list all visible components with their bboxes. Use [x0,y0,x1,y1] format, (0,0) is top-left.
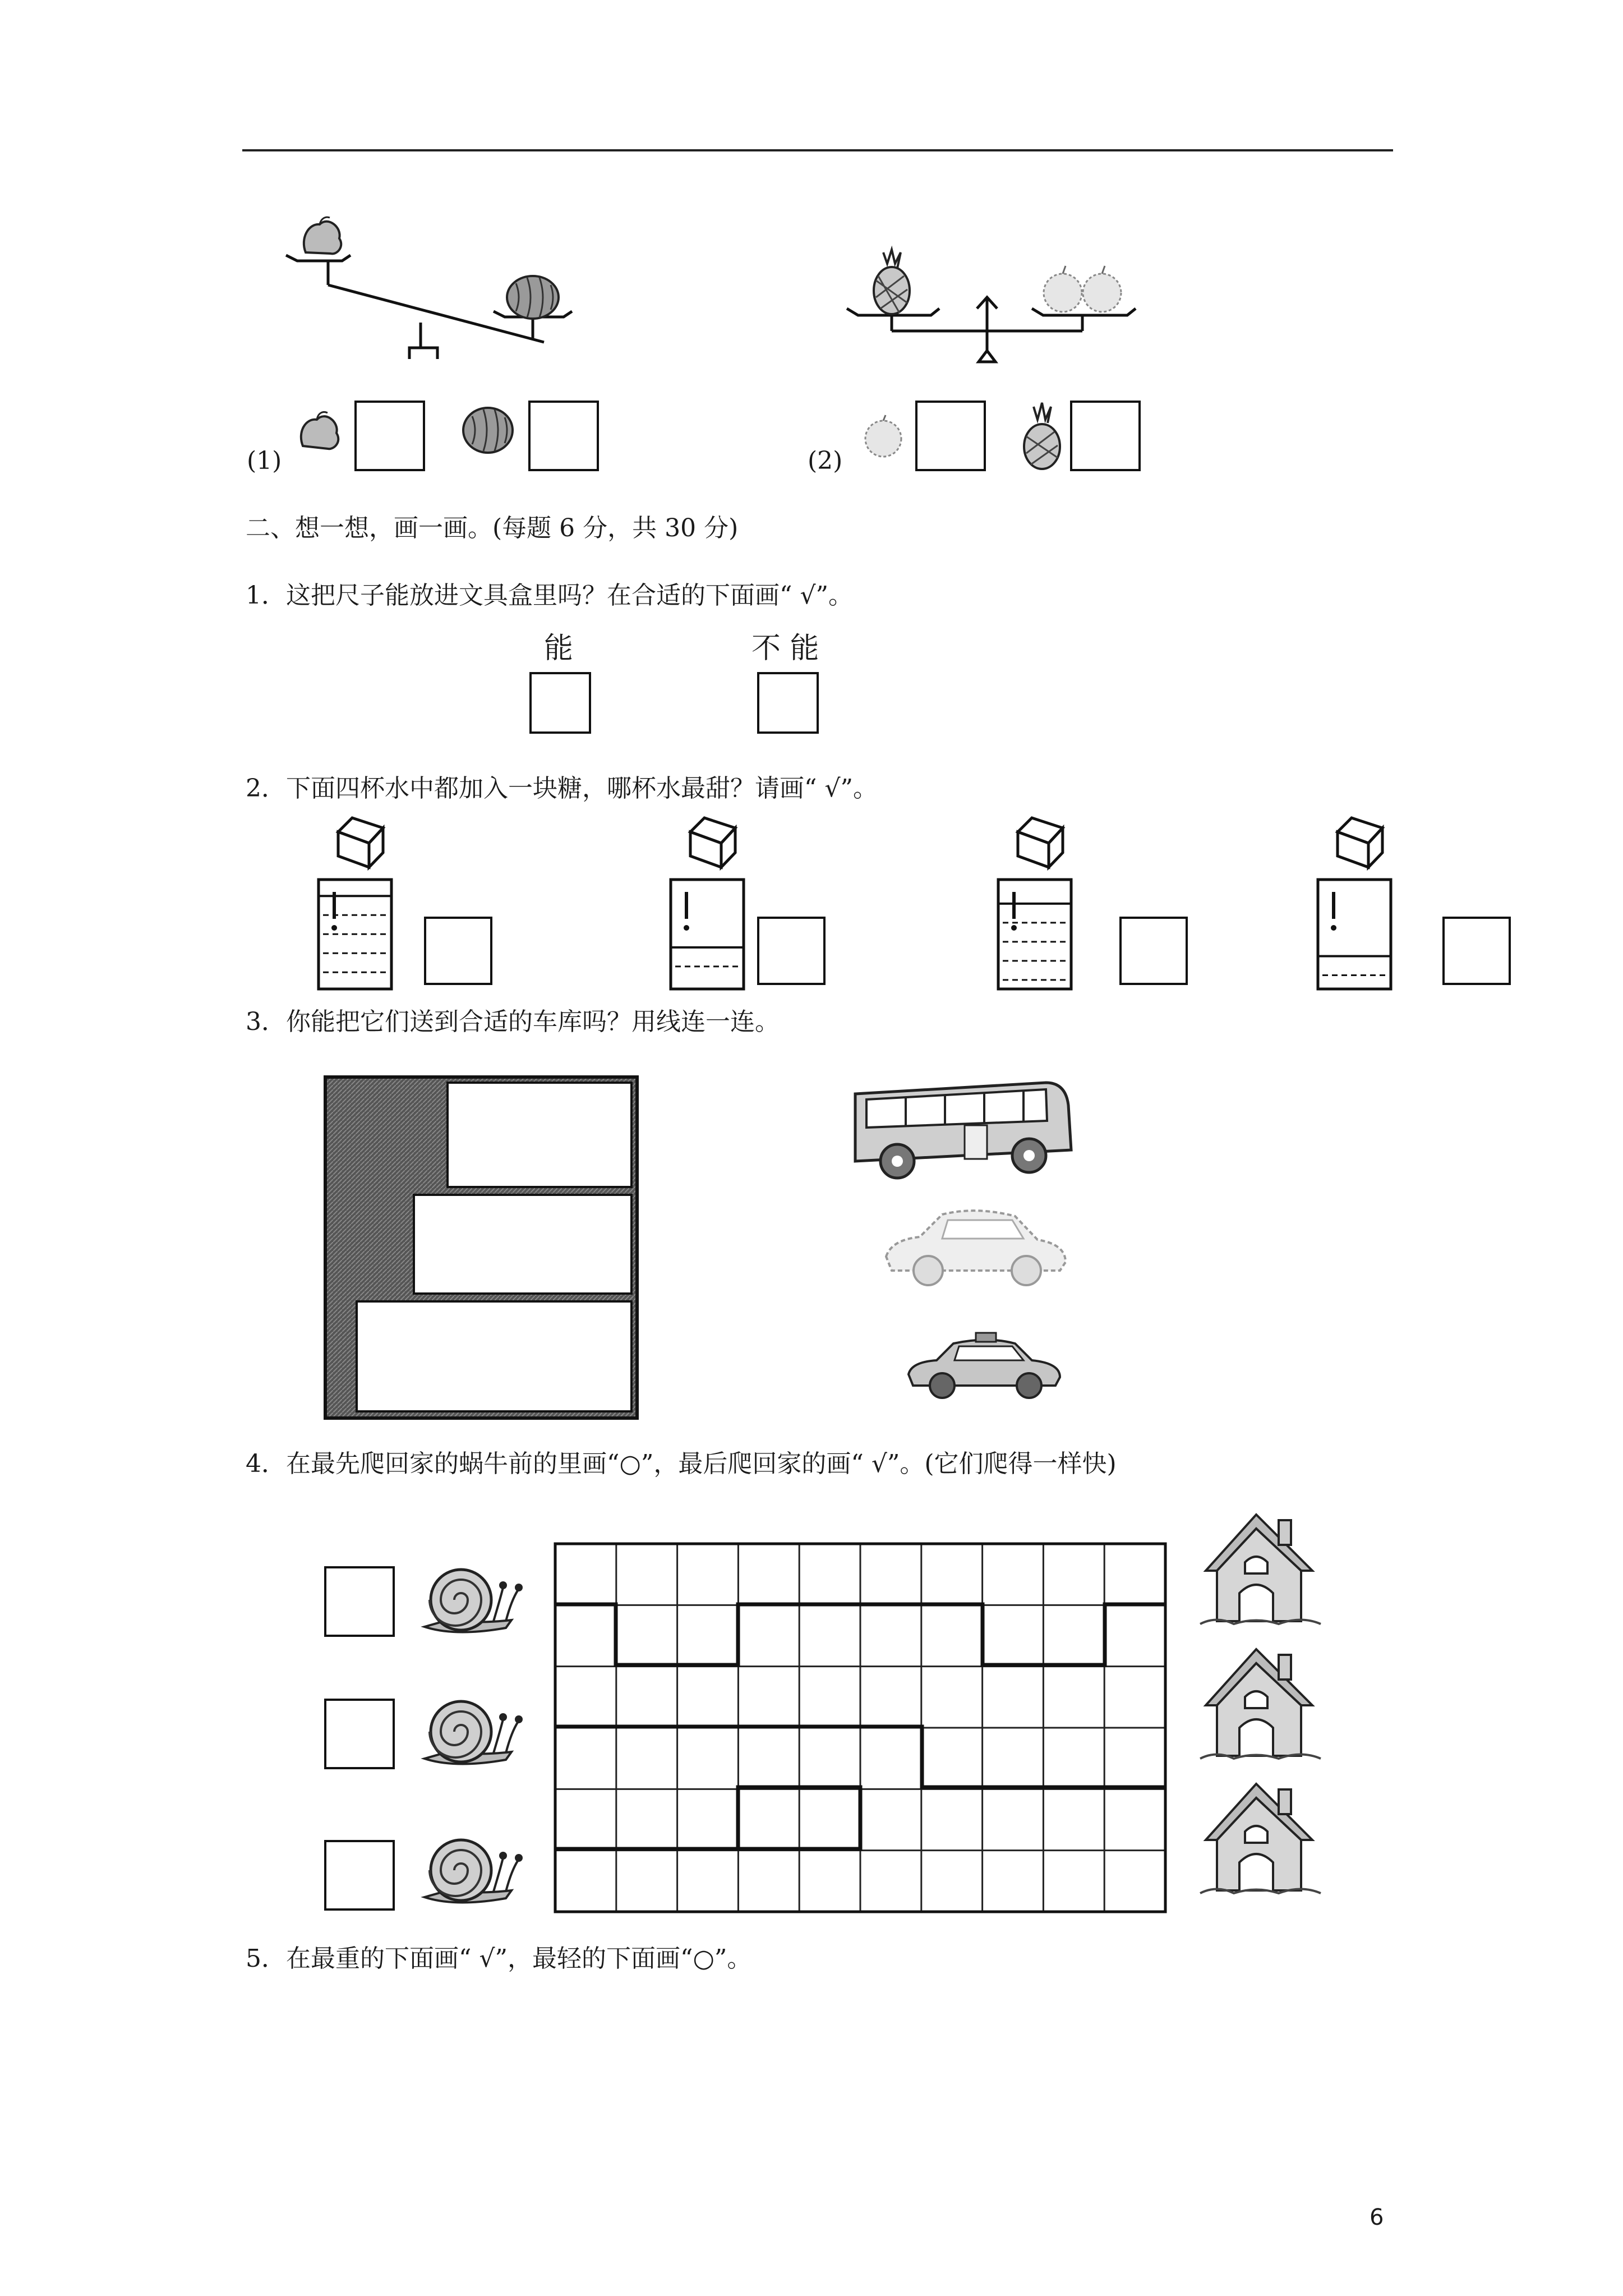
option-label-can: 能 [544,632,574,665]
house-icon [1200,1784,1321,1893]
house-icon [1200,1515,1321,1624]
page-number: 6 [1370,2205,1384,2230]
q4-text: 4．在最先爬回家的蜗牛前的里画“○”，最后爬回家的画“ √”。(它们爬得一样快) [246,1450,1117,1478]
q2-text: 2．下面四杯水中都加入一块糖，哪杯水最甜？请画“ √”。 [246,774,878,803]
option-label-cannot: 不 能 [751,632,819,665]
q1-text: 1．这把尺子能放进文具盒里吗？在合适的下面画“ √”。 [246,581,854,610]
q5-text: 5．在最重的下面画“ √”，最轻的下面画“○”。 [246,1944,752,1973]
question-label-2: (2) [808,447,843,475]
house-icon [1200,1649,1321,1759]
question-label-1: (1) [247,447,282,475]
q3-text: 3．你能把它们送到合适的车库吗？用线连一连。 [246,1007,780,1036]
section-heading: 二、想一想，画一画。(每题 6 分，共 30 分) [246,514,739,542]
